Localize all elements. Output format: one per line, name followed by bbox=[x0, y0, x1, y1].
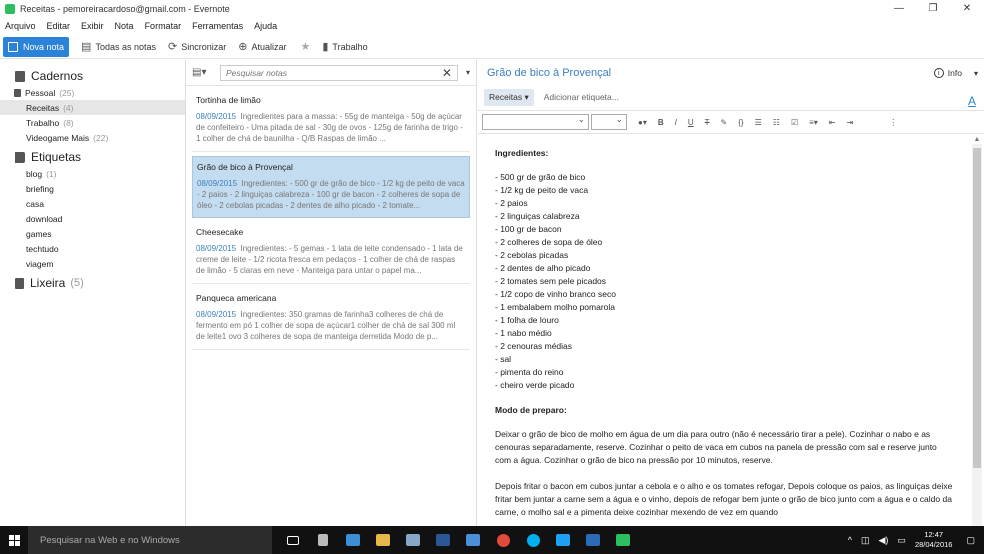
sidebar-item-videogame-mais[interactable] bbox=[0, 130, 185, 145]
clock-time: 12:47 bbox=[924, 530, 944, 539]
tag-name: download bbox=[26, 213, 63, 224]
sidebar-item-trabalho[interactable] bbox=[0, 115, 185, 130]
media-icon[interactable] bbox=[578, 526, 608, 554]
menu-nota[interactable]: Nota bbox=[114, 20, 134, 31]
notebooks-label: Cadernos bbox=[31, 69, 84, 83]
note-item-cheesecake[interactable] bbox=[192, 222, 470, 284]
upgrade-icon: ⊕ bbox=[238, 41, 248, 53]
notebooks-heading[interactable] bbox=[0, 67, 185, 85]
menu-formatar[interactable]: Formatar bbox=[144, 20, 182, 31]
tag-name: briefing bbox=[26, 183, 54, 194]
notebooks-icon bbox=[15, 71, 25, 82]
menu-ajuda[interactable]: Ajuda bbox=[254, 20, 278, 31]
scroll-up-icon[interactable]: ▲ bbox=[973, 136, 981, 143]
word-icon[interactable] bbox=[428, 526, 458, 554]
clear-search-icon[interactable]: ✕ bbox=[441, 65, 452, 80]
ingredients-heading: Ingredientes: bbox=[495, 148, 549, 158]
evernote-logo-icon bbox=[5, 4, 15, 14]
clock-date: 28/04/2016 bbox=[914, 540, 953, 549]
task-view-icon[interactable] bbox=[278, 526, 308, 554]
stack-name: Pessoal bbox=[25, 87, 56, 98]
method-paragraph: Deixar o grão de bico de molho em água de um dia para outro (não é necessário tirar a pele). Cozinhar o nabo e as cenouras separadamente, reserve. Cozinhar o peito de vaca em cubos na panela de pressão com sal e reserve junto com a água. Cozinhar o grão de bico na pressão por 10 minutos, reserve. bbox=[495, 429, 937, 465]
clock[interactable] bbox=[915, 530, 953, 550]
note-list-header bbox=[186, 60, 476, 86]
add-tag-field[interactable]: Adicionar etiqueta... bbox=[543, 92, 619, 102]
more-options-icon[interactable]: ⋮ bbox=[889, 117, 898, 127]
notebook-selector[interactable]: Receitas ▾ bbox=[484, 89, 534, 106]
keyboard-icon[interactable]: ▭ bbox=[897, 534, 906, 545]
notebook-name: Receitas bbox=[26, 102, 60, 113]
ingredients-list bbox=[495, 171, 953, 392]
tag-name: techtudo bbox=[26, 243, 59, 254]
tag-item-games[interactable] bbox=[0, 226, 185, 241]
menu-exibir[interactable]: Exibir bbox=[81, 20, 104, 31]
stack-count: (25) bbox=[59, 87, 75, 98]
ingredient-line: - 2 tomates sem pele picados bbox=[495, 276, 607, 286]
trash-heading[interactable] bbox=[0, 274, 185, 292]
notebook-pill-label: Receitas bbox=[489, 91, 523, 102]
ingredient-line: - 1 nabo médio bbox=[495, 328, 552, 338]
underline-icon[interactable]: U bbox=[687, 117, 694, 127]
ingredient-line: - 2 paios bbox=[495, 198, 528, 208]
note-snippet bbox=[196, 243, 466, 276]
taskbar-search[interactable]: Pesquisar na Web e no Windows bbox=[28, 526, 272, 554]
chevron-down-icon[interactable]: ▾ bbox=[973, 68, 978, 78]
tags-label: Etiquetas bbox=[31, 150, 82, 164]
window-title: Receitas - pemoreiracardoso@gmail.com - Evernote bbox=[20, 3, 230, 14]
update-button[interactable] bbox=[238, 40, 286, 53]
calculator-icon[interactable] bbox=[308, 526, 338, 554]
ingredient-line: - 1 embalabem molho pomarola bbox=[495, 302, 616, 312]
menu-bar bbox=[0, 17, 984, 34]
title-bar bbox=[0, 0, 984, 17]
trash-label: Lixeira bbox=[30, 276, 66, 290]
note-snippet-text: Ingredientes: - 500 gr de grão de bico - 1/2 kg de peito de vaca - 2 paios - 2 linguiças calabreza - 100 gr de bacon - 2 colheres de sopa de óleo - 2 cebolas picadas - 2 dentes de alho picado - 2 tomate... bbox=[197, 179, 465, 210]
ingredient-line: - 100 gr de bacon bbox=[495, 224, 562, 234]
note-title: Grão de bico à Provençal bbox=[197, 162, 293, 172]
notebook-icon: ▮ bbox=[322, 41, 329, 53]
network-icon[interactable]: ◫ bbox=[860, 534, 870, 545]
notebook-name: Videogame Mais bbox=[26, 132, 90, 143]
ingredient-line: - 2 cenouras médias bbox=[495, 341, 573, 351]
code-block-icon[interactable]: {} bbox=[738, 117, 744, 127]
info-label: Info bbox=[947, 68, 962, 78]
ingredient-line: - 2 cebolas picadas bbox=[495, 250, 569, 260]
editor-scrollbar[interactable] bbox=[972, 136, 982, 526]
system-tray bbox=[848, 526, 984, 554]
method-paragraph: Depois fritar o bacon em cubos juntar a cebola e o alho e os tomates refogar, Depois coloque os paios, as linguiças deixe fritar bem juntar a carne sem a água e o vinho, depois de refogar bem junte o grão de bico junto com a água e o caldo da carne, o molho sal e a pimenta deixe cozinhar mexendo de vez em quando bbox=[495, 481, 953, 517]
search-box bbox=[220, 65, 458, 81]
taskbar bbox=[0, 526, 984, 554]
ingredient-line: - 500 gr de grão de bico bbox=[495, 172, 586, 182]
close-button[interactable]: ✕ bbox=[962, 3, 972, 14]
notes-icon: ▤ bbox=[81, 41, 92, 53]
note-title: Cheesecake bbox=[196, 227, 244, 237]
windows-start-icon[interactable] bbox=[0, 526, 28, 554]
note-title: Tortinha de limão bbox=[196, 95, 261, 105]
ingredient-line: - 2 dentes de alho picado bbox=[495, 263, 591, 273]
note-date: 08/09/2015 bbox=[197, 179, 238, 188]
notebook-count: (22) bbox=[93, 132, 109, 143]
all-notes-label: Todas as notas bbox=[95, 41, 156, 52]
menu-editar[interactable]: Editar bbox=[46, 20, 71, 31]
taskbar-apps bbox=[278, 526, 638, 554]
folder-icon[interactable] bbox=[368, 526, 398, 554]
note-editor bbox=[478, 60, 984, 526]
ingredient-line: - cheiro verde picado bbox=[495, 380, 575, 390]
skype-icon[interactable] bbox=[518, 526, 548, 554]
desktop-icon[interactable] bbox=[338, 526, 368, 554]
note-date: 08/09/2015 bbox=[196, 112, 237, 121]
tag-item-download[interactable] bbox=[0, 211, 185, 226]
note-snippet bbox=[197, 178, 465, 211]
maximize-button[interactable]: ❐ bbox=[928, 3, 938, 14]
tag-name: casa bbox=[26, 198, 44, 209]
note-list bbox=[186, 60, 477, 526]
tag-item-blog[interactable] bbox=[0, 166, 185, 181]
view-options-icon[interactable]: ▤▾ bbox=[192, 67, 207, 78]
evernote-taskbar-icon[interactable] bbox=[608, 526, 638, 554]
star-icon[interactable]: ★ bbox=[300, 41, 311, 53]
tag-item-viagem[interactable] bbox=[0, 256, 185, 271]
notes-app-icon[interactable] bbox=[398, 526, 428, 554]
menu-ferramentas[interactable]: Ferramentas bbox=[192, 20, 244, 31]
trash-count: (5) bbox=[70, 277, 84, 289]
note-item-panqueca[interactable] bbox=[192, 288, 470, 350]
sidebar-item-receitas[interactable] bbox=[0, 100, 185, 115]
sync-label: Sincronizar bbox=[181, 41, 227, 52]
toolbar bbox=[0, 35, 984, 59]
bullet-list-icon[interactable]: ☰ bbox=[754, 117, 762, 127]
notebook-count: (8) bbox=[63, 117, 74, 128]
ingredient-line: - 2 colheres de sopa de óleo bbox=[495, 237, 603, 247]
twitter-icon[interactable] bbox=[548, 526, 578, 554]
trash-icon bbox=[15, 278, 24, 289]
indent-icon[interactable]: ⇥ bbox=[846, 117, 854, 127]
note-title: Panqueca americana bbox=[196, 293, 277, 303]
sidebar bbox=[0, 60, 186, 526]
text-color-icon[interactable]: ●▾ bbox=[638, 117, 647, 127]
stack-icon bbox=[14, 89, 21, 97]
note-date: 08/09/2015 bbox=[196, 310, 237, 319]
new-note-icon bbox=[8, 42, 18, 52]
note-body[interactable] bbox=[478, 136, 970, 526]
new-note-button[interactable] bbox=[3, 37, 69, 57]
notebook-stack-pessoal[interactable] bbox=[0, 85, 185, 100]
strikethrough-icon[interactable]: T bbox=[704, 117, 710, 127]
tag-item-techtudo[interactable] bbox=[0, 241, 185, 256]
workspace-shortcut[interactable] bbox=[322, 40, 367, 53]
checkbox-icon[interactable]: ☑ bbox=[790, 117, 799, 127]
note-date: 08/09/2015 bbox=[196, 244, 237, 253]
tag-name: games bbox=[26, 228, 52, 239]
note-snippet-text: Ingredientes para a massa: - 55g de manteiga - 50g de açúcar de confeiteiro - Uma pitada de sal - 30g de ovos - 125g de farinha de trigo - 1 colher de chá de baunilha - Q/B Raspas de limão ... bbox=[196, 112, 463, 143]
tag-item-briefing[interactable] bbox=[0, 181, 185, 196]
note-snippet bbox=[196, 111, 466, 144]
note-item-tortinha[interactable] bbox=[192, 90, 470, 152]
ingredient-line: - 1/2 kg de peito de vaca bbox=[495, 185, 589, 195]
ingredient-line: - pimenta do reino bbox=[495, 367, 564, 377]
method-heading: Modo de preparo: bbox=[495, 405, 567, 415]
tag-name: blog bbox=[26, 168, 43, 179]
workspace-label: Trabalho bbox=[332, 41, 368, 52]
notebook-name: Trabalho bbox=[26, 117, 60, 128]
bold-icon[interactable]: B bbox=[657, 117, 664, 127]
note-snippet-text: Ingredientes: - 5 gemas - 1 lata de leite condensado - 1 lata de creme de leite - 1/2 ricota fresca em pedaços - 1 colher de chá de raspas de limão - 5 claras em neve - Manteiga para untar o papel ma... bbox=[196, 244, 463, 275]
italic-icon[interactable]: I bbox=[674, 117, 677, 127]
info-button[interactable] bbox=[934, 68, 978, 78]
search-input[interactable] bbox=[226, 68, 426, 78]
font-family-select[interactable] bbox=[482, 114, 589, 130]
formatting-toolbar bbox=[478, 110, 984, 134]
minimize-button[interactable]: — bbox=[894, 3, 904, 14]
note-title-field[interactable]: Grão de bico à Provençal bbox=[487, 67, 612, 79]
notifications-icon[interactable]: ▢ bbox=[966, 534, 975, 545]
note-item-grao-de-bico[interactable] bbox=[192, 156, 470, 218]
chrome-icon[interactable] bbox=[488, 526, 518, 554]
chevron-down-icon[interactable]: ▾ bbox=[465, 68, 470, 77]
ingredient-line: - 2 linguiças calabreza bbox=[495, 211, 580, 221]
scrollbar-thumb[interactable] bbox=[973, 148, 981, 468]
notebook-count: (4) bbox=[63, 102, 74, 113]
ingredient-line: - sal bbox=[495, 354, 512, 364]
note-snippet bbox=[196, 309, 466, 342]
all-notes-button[interactable] bbox=[81, 40, 156, 53]
cloud-app-icon[interactable] bbox=[458, 526, 488, 554]
tag-icon bbox=[15, 152, 25, 163]
tag-item-casa[interactable] bbox=[0, 196, 185, 211]
highlight-icon[interactable]: ✎ bbox=[720, 117, 728, 127]
ingredient-line: - 1 folha de louro bbox=[495, 315, 559, 325]
sync-button[interactable] bbox=[168, 40, 226, 53]
ingredient-line: - 1/2 copo de vinho branco seco bbox=[495, 289, 616, 299]
new-note-label: Nova nota bbox=[23, 41, 65, 52]
note-tags-bar bbox=[478, 86, 984, 108]
tag-count: (1) bbox=[46, 168, 57, 179]
sync-icon: ⟳ bbox=[167, 41, 178, 53]
font-size-select[interactable] bbox=[591, 114, 627, 130]
align-icon[interactable]: ≡▾ bbox=[809, 117, 818, 127]
volume-icon[interactable]: ◀) bbox=[878, 534, 889, 545]
tray-expand-icon[interactable]: ^ bbox=[847, 535, 852, 545]
info-icon: i bbox=[934, 68, 944, 78]
note-snippet-text: Ingredientes: 350 gramas de farinha3 colheres de chá de fermento em pó 1 colher de sopa de açúcar1 colher de chá de sal 300 ml de leite1 ovo 3 colheres de sopa de manteiga derretida Modo de p... bbox=[196, 310, 456, 341]
menu-arquivo[interactable]: Arquivo bbox=[5, 20, 36, 31]
numbered-list-icon[interactable]: ☷ bbox=[772, 117, 780, 127]
outdent-icon[interactable]: ⇤ bbox=[828, 117, 836, 127]
tags-heading[interactable] bbox=[0, 148, 185, 166]
window-controls bbox=[882, 0, 984, 17]
font-color-icon[interactable]: A bbox=[967, 94, 976, 108]
update-label: Atualizar bbox=[251, 41, 287, 52]
tag-name: viagem bbox=[26, 258, 54, 269]
